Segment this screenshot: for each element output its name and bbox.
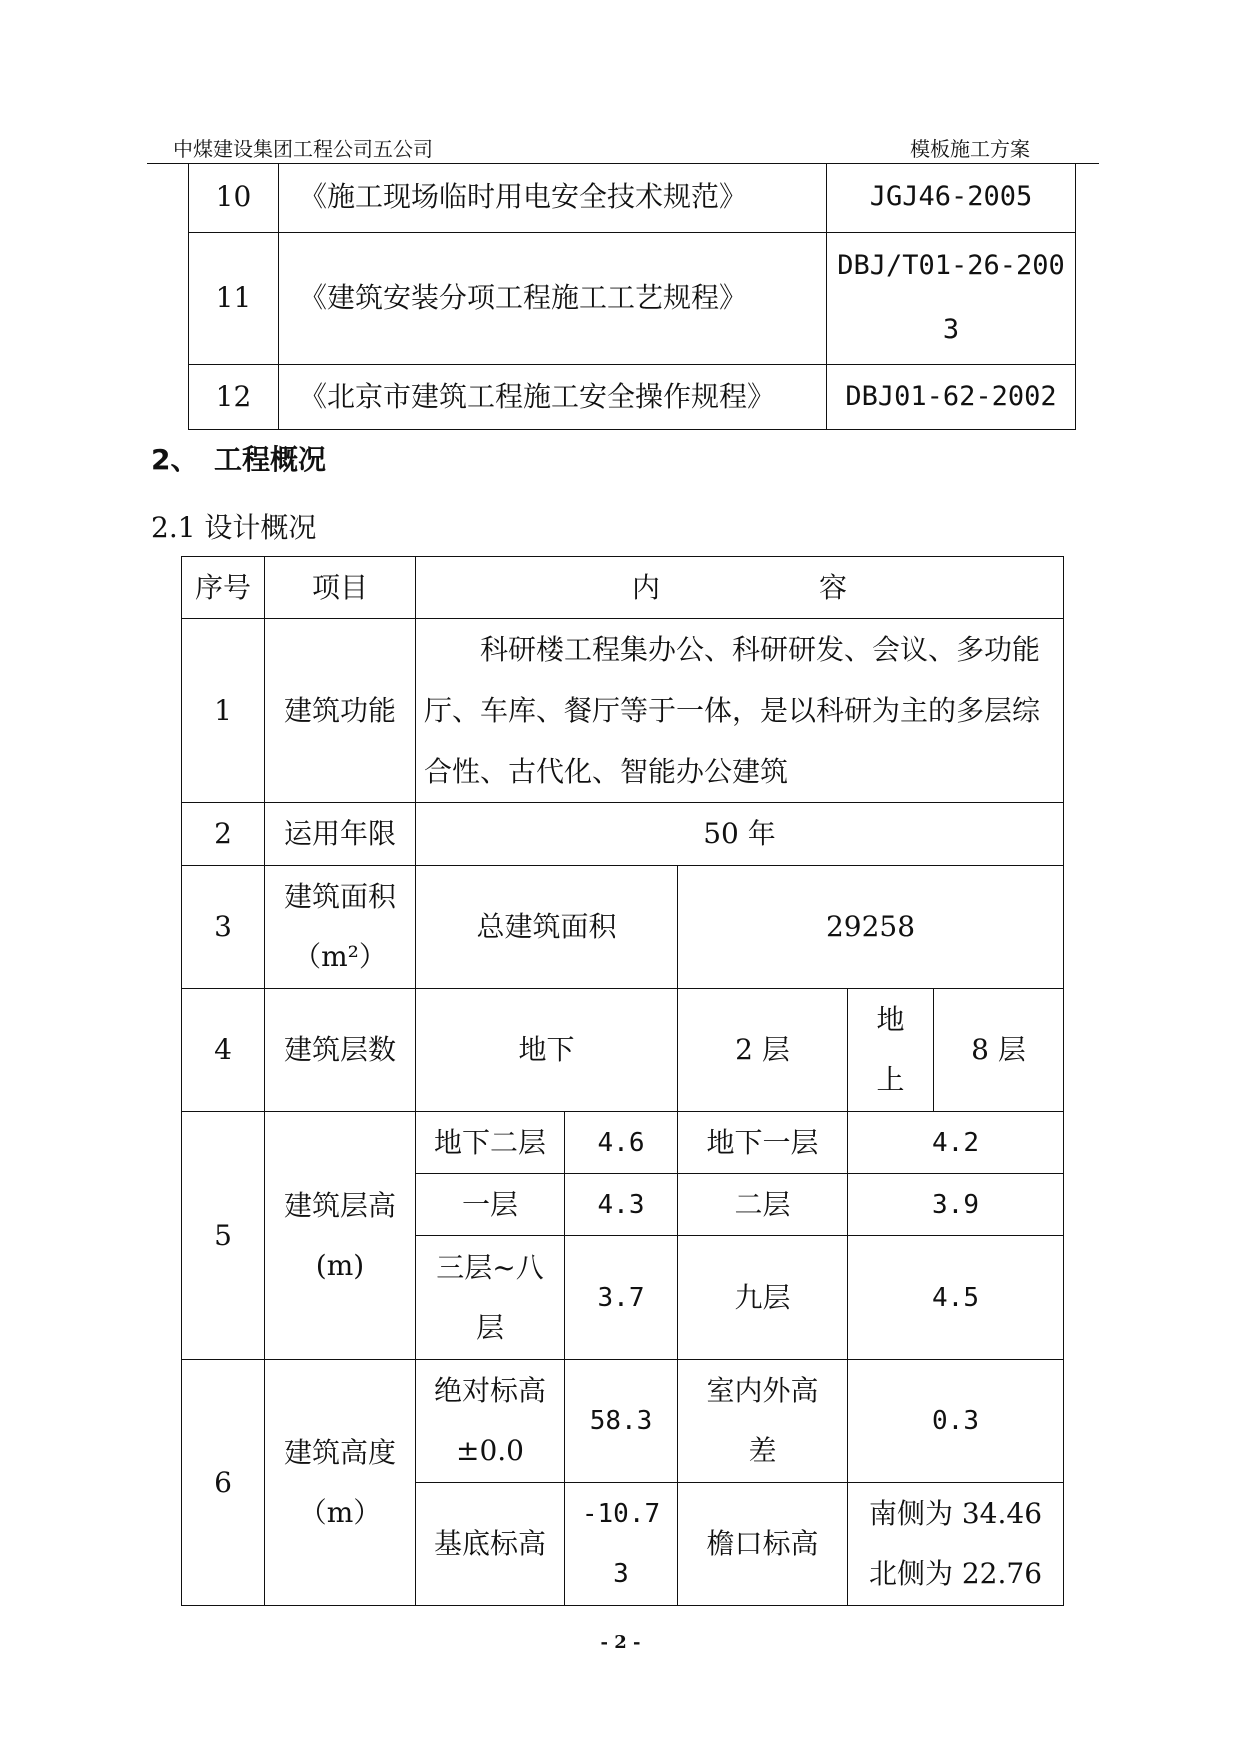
height-label: 绝对标高±0.0 <box>416 1360 565 1483</box>
floor-height-label: 地下一层 <box>678 1112 848 1174</box>
sub-heading: 2.1 设计概况 <box>151 511 317 544</box>
height-label: 室内外高差 <box>678 1360 848 1483</box>
floor-height-value: 3.7 <box>565 1236 678 1360</box>
table-row <box>189 163 1076 232</box>
row-no: 1 <box>182 619 265 803</box>
aboveground-label: 地上 <box>848 989 934 1112</box>
building-function-text: 科研楼工程集办公、科研研发、会议、多功能厅、车库、餐厅等于一体，是以科研为主的多层综合性、古代化、智能办公建筑 <box>424 633 1041 788</box>
table-row <box>189 232 1076 364</box>
standard-code: DBJ/T01-26-2003 <box>827 232 1076 364</box>
floor-height-value: 4.2 <box>848 1112 1064 1174</box>
eaves-south: 南侧为 34.46 <box>868 1497 1043 1530</box>
floor-height-value: 4.3 <box>565 1174 678 1236</box>
table-header-row <box>182 557 1064 619</box>
table-row <box>182 866 1064 989</box>
height-value: 0.3 <box>848 1360 1064 1483</box>
floor-height-value: 4.5 <box>848 1236 1064 1360</box>
standard-name: 《建筑安装分项工程施工工艺规程》 <box>279 232 827 364</box>
header-company: 中煤建设集团工程公司五公司 <box>173 137 433 161</box>
underground-label: 地下 <box>416 989 678 1112</box>
standard-name: 《北京市建筑工程施工安全操作规程》 <box>279 364 827 429</box>
floor-height-label: 一层 <box>416 1174 565 1236</box>
building-function-content <box>416 619 1064 803</box>
underground-value: 2 层 <box>678 989 848 1112</box>
floor-height-label: 地下二层 <box>416 1112 565 1174</box>
table-row <box>182 803 1064 866</box>
section-number: 2、 <box>151 443 199 476</box>
table-row <box>182 1112 1064 1174</box>
table-row <box>182 619 1064 803</box>
area-label: 总建筑面积 <box>416 866 678 989</box>
table-row <box>189 364 1076 429</box>
table-row <box>182 989 1064 1112</box>
header-doc-title: 模板施工方案 <box>910 137 1030 161</box>
floor-height-label: 三层~八层 <box>416 1236 565 1360</box>
height-label: 檐口标高 <box>678 1483 848 1606</box>
service-life-value: 50 年 <box>416 803 1064 866</box>
section-title: 工程概况 <box>214 443 327 476</box>
height-value: -10.73 <box>565 1483 678 1606</box>
row-no: 6 <box>182 1360 265 1606</box>
standards-table <box>188 163 1076 430</box>
row-item: 建筑层高(m) <box>265 1112 416 1360</box>
standard-name: 《施工现场临时用电安全技术规范》 <box>279 163 827 232</box>
section-heading <box>151 438 326 478</box>
design-overview-table <box>181 556 1064 1606</box>
eaves-north: 北侧为 22.76 <box>868 1557 1043 1590</box>
row-item: 建筑层数 <box>265 989 416 1112</box>
height-label: 基底标高 <box>416 1483 565 1606</box>
height-value: 58.3 <box>565 1360 678 1483</box>
standard-no: 11 <box>189 232 279 364</box>
header-content: 内 容 <box>416 557 1064 619</box>
row-no: 3 <box>182 866 265 989</box>
header-item: 项目 <box>265 557 416 619</box>
floor-height-label: 九层 <box>678 1236 848 1360</box>
standard-code: JGJ46-2005 <box>827 163 1076 232</box>
floor-height-value: 4.6 <box>565 1112 678 1174</box>
standard-no: 12 <box>189 364 279 429</box>
eaves-height-values <box>848 1483 1064 1606</box>
row-no: 4 <box>182 989 265 1112</box>
table-row <box>182 1360 1064 1483</box>
floor-height-label: 二层 <box>678 1174 848 1236</box>
row-item: 建筑功能 <box>265 619 416 803</box>
row-item: 运用年限 <box>265 803 416 866</box>
area-value: 29258 <box>678 866 1064 989</box>
row-no: 5 <box>182 1112 265 1360</box>
row-item: 建筑高度（m） <box>265 1360 416 1606</box>
floor-height-value: 3.9 <box>848 1174 1064 1236</box>
aboveground-value: 8 层 <box>934 989 1064 1112</box>
page-number: - 2 - <box>600 1632 641 1653</box>
row-no: 2 <box>182 803 265 866</box>
standard-no: 10 <box>189 163 279 232</box>
header-no: 序号 <box>182 557 265 619</box>
standard-code: DBJ01-62-2002 <box>827 364 1076 429</box>
row-item: 建筑面积（m²） <box>265 866 416 989</box>
